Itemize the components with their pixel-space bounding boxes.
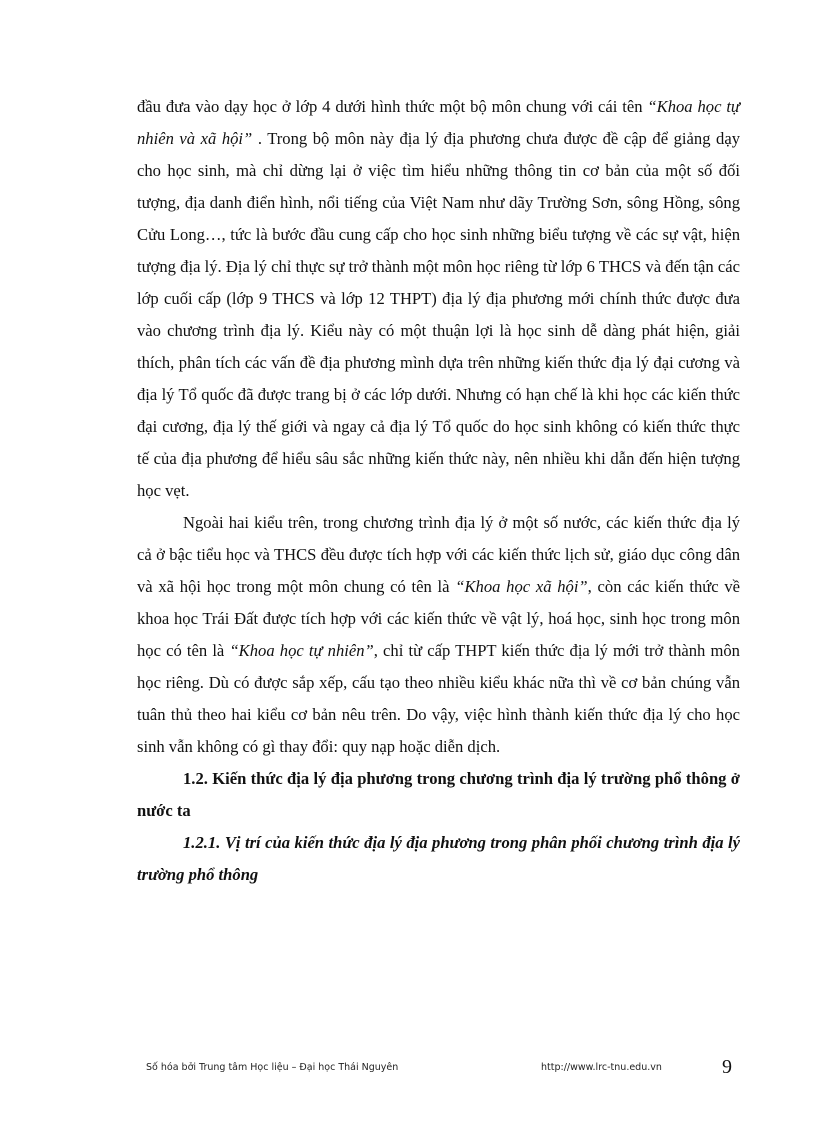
paragraph-1-text-b: . Trong bộ môn này địa lý địa phương chưa được đề cập để giảng dạy cho học sinh, mà chỉ dừng lại ở việc tìm hiểu những thông tin cơ bản của một số đối tượng, địa danh điển hình, nổi tiếng của Việt Nam như dãy Trường Sơn, sông Hồng, sông Cửu Long…, tức là bước đầu cung cấp cho học sinh những biểu tượng về các sự vật, hiện tượng địa lý. Địa lý chỉ thực sự trở thành một môn học riêng từ lớp 6 THCS và đến tận các lớp cuối cấp (lớp 9 THCS và lớp 12 THPT) địa lý địa phương mới chính thức được đưa vào chương trình địa lý. Kiểu này có một thuận lợi là học sinh dễ dàng phát hiện, giải thích, phân tích các vấn đề địa phương mình dựa trên những kiến thức địa lý đại cương và địa lý Tổ quốc đã được trang bị ở các lớp dưới. Nhưng có hạn chế là khi học các kiến thức đại cương, địa lý thế giới và ngay cả địa lý Tổ quốc do học sinh không có kiến thức thực tế của địa phương để hiểu sâu sắc những kiến thức này, nên nhiều khi dẫn đến hiện tượng học vẹt. xyxy=(137,129,740,500)
paragraph-1-italic-term: “Khoa học tự nhiên và xã hội” xyxy=(137,97,740,148)
paragraph-2 xyxy=(137,507,740,763)
page-number: 9 xyxy=(722,1056,732,1078)
paragraph-2-italic-term-2: “Khoa học tự nhiên” xyxy=(229,641,374,660)
paragraph-2-text-c: , chỉ từ cấp THPT kiến thức địa lý mới trở thành môn học riêng. Dù có được sắp xếp, cấu tạo theo nhiều kiểu khác nữa thì về cơ bản chúng vẫn tuân thủ theo hai kiểu cơ bản nêu trên. Do vậy, việc hình thành kiến thức địa lý cho học sinh vẫn không có gì thay đổi: quy nạp hoặc diễn dịch. xyxy=(137,641,740,756)
paragraph-2-text-a: Ngoài hai kiểu trên, trong chương trình địa lý ở một số nước, các kiến thức địa lý cả ở bậc tiểu học và THCS đều được tích hợp với các kiến thức lịch sử, giáo dục công dân và xã hội học trong một môn chung có tên là xyxy=(137,513,740,596)
footer-source-text: Số hóa bởi Trung tâm Học liệu – Đại học Thái Nguyên xyxy=(146,1062,399,1073)
page-body xyxy=(137,91,740,891)
paragraph-2-italic-term-1: “Khoa học xã hội” xyxy=(455,577,588,596)
paragraph-1 xyxy=(137,91,740,507)
subsection-heading: 1.2.1. Vị trí của kiến thức địa lý địa phương trong phân phối chương trình địa lý trường phổ thông xyxy=(137,833,740,884)
page-footer xyxy=(0,1056,816,1082)
footer-url-link[interactable]: http://www.lrc-tnu.edu.vn xyxy=(541,1062,662,1073)
paragraph-2-text-b: , còn các kiến thức về khoa học Trái Đất được tích hợp với các kiến thức về vật lý, hoá học, sinh học trong môn học có tên là xyxy=(137,577,740,660)
section-heading: 1.2. Kiến thức địa lý địa phương trong chương trình địa lý trường phổ thông ở nước ta xyxy=(137,769,740,820)
paragraph-1-text-a: đầu đưa vào dạy học ở lớp 4 dưới hình thức một bộ môn chung với cái tên xyxy=(137,97,648,116)
